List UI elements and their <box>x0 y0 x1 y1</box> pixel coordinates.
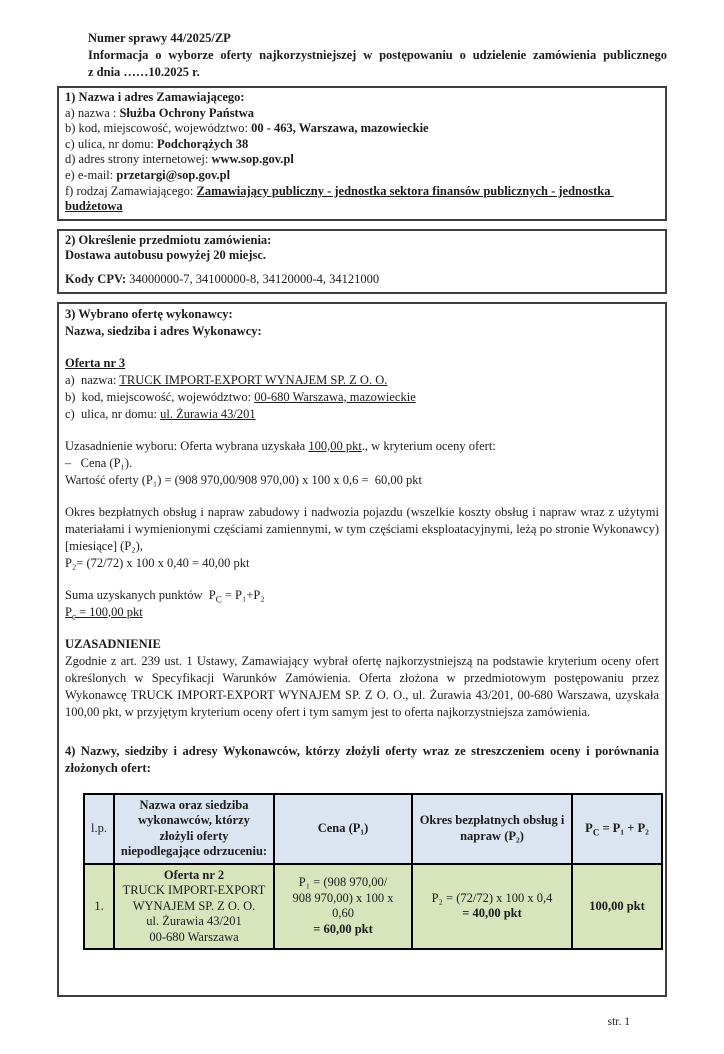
field-kod-miejscowosc: b) kod, miejscowość, województwo: 00 - 463, Warszawa, mazowieckie <box>65 121 429 136</box>
cell-cena: P₁ = (908 970,00/ 908 970,00) x 100 x 0,60 = 60,00 pkt <box>274 864 412 950</box>
justification-intro: Uzasadnienie wyboru: Oferta wybrana uzyskała 100,00 pkt., w kryterium oceny ofert: <box>65 438 496 453</box>
spacer <box>65 572 659 587</box>
criterion-cena: – Cena (P₁). <box>65 455 133 470</box>
offer-field-nazwa: a) nazwa: TRUCK IMPORT-EXPORT WYNAJEM SP. Z O. O. <box>65 372 388 387</box>
field-ulica: c) ulica, nr domu: Podchorążych 38 <box>65 136 249 151</box>
offers-table <box>83 793 663 951</box>
section-1-heading: 1) Nazwa i adres Zamawiającego: <box>65 90 245 104</box>
section-3-heading: 3) Wybrano ofertę wykonawcy: <box>65 306 233 321</box>
doc-date: z dnia ……10.2025 r. <box>88 65 200 79</box>
field-rodzaj-zamawiajacego: f) rodzaj Zamawiającego: Zamawiający publiczny - jednostka sektora finansów publicznych - jednostka budżetowa <box>65 183 614 214</box>
cell-lp: 1. <box>84 864 114 950</box>
p2-formula: P₂= (72/72) x 100 x 0,40 = 40,00 pkt <box>65 555 250 570</box>
page-number: str. 1 <box>607 1016 630 1028</box>
col-header-lp: l.p. <box>84 794 114 864</box>
offers-table-header-row <box>84 794 662 864</box>
section-3-subheading: Nazwa, siedziba i adres Wykonawcy: <box>65 323 262 338</box>
case-number: Numer sprawy 44/2025/ZP <box>88 31 231 45</box>
section-2-heading: 2) Określenie przedmiotu zamówienia: <box>65 232 272 247</box>
cell-wykonawca: Oferta nr 2 TRUCK IMPORT-EXPORT WYNAJEM SP. Z O. O. ul. Żurawia 43/201 00-680 Warszawa <box>114 864 274 950</box>
offer-number: Oferta nr 2 <box>163 867 225 882</box>
p1-formula: Wartość oferty (P₁) = (908 970,00/908 970,00) x 100 x 0,6 = 60,00 pkt <box>65 472 422 487</box>
sum-points-line: Suma uzyskanych punktów $P_C = P_1+P_2$ <box>65 587 265 605</box>
spacer <box>65 621 659 636</box>
offer-field-ulica: c) ulica, nr domu: ul. Żurawia 43/201 <box>65 406 256 421</box>
document-page <box>0 30 724 1054</box>
spacer <box>65 340 659 355</box>
total-points-line: $P_c = 100,00$ pkt <box>65 604 143 622</box>
uzasadnienie-heading: UZASADNIENIE <box>65 636 161 651</box>
section-1-box <box>57 86 667 221</box>
field-nazwa: a) nazwa : Służba Ochrony Państwa <box>65 105 254 120</box>
col-header-cena: Cena (P₁) <box>274 794 412 864</box>
offer-field-kod: b) kod, miejscowość, województwo: 00-680 Warszawa, mazowieckie <box>65 389 416 404</box>
cell-okres: P₂ = (72/72) x 100 x 0,4 = 40,00 pkt <box>412 864 572 950</box>
cpv-line: Kody CPV: 34000000-7, 34100000-8, 34120000-4, 34121000 <box>65 271 380 286</box>
doc-title: Informacja o wyborze oferty najkorzystniejszej w postępowaniu o udzielenie zamówienia publicznego <box>88 48 667 62</box>
spacer <box>65 264 659 272</box>
field-email: e) e-mail: przetargi@sop.gov.pl <box>65 167 231 182</box>
section-3-box <box>57 302 667 997</box>
col-header-okres: Okres bezpłatnych obsług i napraw (P₂) <box>412 794 572 864</box>
offers-table-data-row <box>84 864 662 950</box>
p2-description: Okres bezpłatnych obsług i napraw zabudowy i nadwozia pojazdu (wszelkie koszty obsług i napraw wraz z użytymi materiałami i wymienionymi częściami zamiennymi, w tym częściami eksploatacyjnymi, leżą po stronie Wykonawcy) [miesiące] (P₂), <box>65 504 659 553</box>
offer-title: Oferta nr 3 <box>65 355 126 370</box>
uzasadnienie-text: Zgodnie z art. 239 ust. 1 Ustawy, Zamawiający wybrał ofertę najkorzystniejszą na podstawie kryterium oceny ofert określonych w Specyfikacji Warunków Zamówienia. Oferta złożona w przedmiotowym postępowaniu przez Wykonawcę TRUCK IMPORT-EXPORT WYNAJEM SP. Z O. O., ul. Żurawia 43/201, 00-680 Warszawa, uzyskała 100,00 pkt, w przyjętym kryterium oceny ofert i tym samym jest to oferta najkorzystniejsza zamówienia. <box>65 653 659 719</box>
spacer <box>65 489 659 504</box>
cell-suma-pkt: 100,00 pkt <box>572 864 662 950</box>
subject-line: Dostawa autobusu powyżej 20 miejsc. <box>65 248 267 263</box>
section-2-box <box>57 229 667 294</box>
section-4-heading: 4) Nazwy, siedziby i adresy Wykonawców, którzy złożyli oferty wraz ze streszczeniem oceny i porównania złożonych ofert: <box>65 743 659 775</box>
field-strona-www: d) adres strony internetowej: www.sop.gov.pl <box>65 152 294 167</box>
doc-header <box>88 30 667 81</box>
spacer <box>65 423 659 438</box>
col-header-pc: $P_C = P_1 + P_2$ <box>572 794 662 864</box>
col-header-nazwa: Nazwa oraz siedziba wykonawców, którzy złożyli oferty niepodlegające odrzuceniu: <box>114 794 274 864</box>
